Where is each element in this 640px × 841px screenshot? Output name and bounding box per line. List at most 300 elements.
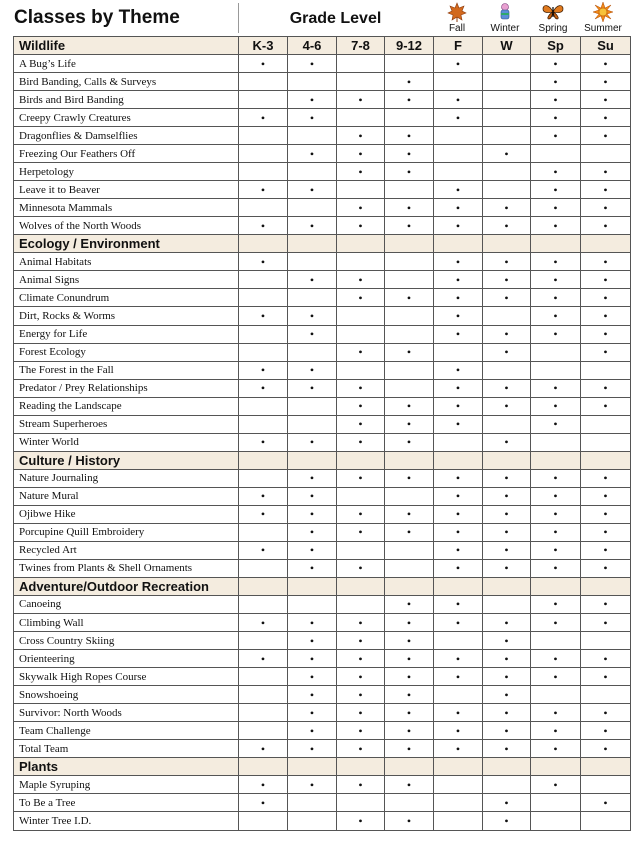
empty-cell: [239, 163, 288, 181]
class-name: Snowshoeing: [14, 686, 239, 704]
availability-dot: •: [288, 505, 337, 523]
table-row: [14, 361, 631, 379]
class-name: Birds and Bird Banding: [14, 91, 239, 109]
theme-row-cell: [434, 577, 483, 595]
availability-dot: •: [581, 595, 631, 613]
availability-dot: •: [531, 55, 581, 73]
availability-dot: •: [239, 55, 288, 73]
theme-row-cell: [483, 451, 531, 469]
availability-dot: •: [385, 722, 434, 740]
availability-dot: •: [581, 55, 631, 73]
empty-cell: [288, 73, 337, 91]
class-name: Herpetology: [14, 163, 239, 181]
empty-cell: [239, 559, 288, 577]
availability-dot: •: [385, 523, 434, 541]
availability-dot: •: [337, 523, 385, 541]
availability-dot: •: [531, 289, 581, 307]
availability-dot: •: [581, 397, 631, 415]
class-name: Twines from Plants & Shell Ornaments: [14, 559, 239, 577]
availability-dot: •: [385, 614, 434, 632]
availability-dot: •: [239, 433, 288, 451]
availability-dot: •: [581, 271, 631, 289]
availability-dot: •: [337, 704, 385, 722]
empty-cell: [385, 794, 434, 812]
season-label: Fall: [448, 23, 466, 34]
availability-dot: •: [385, 127, 434, 145]
table-row: [14, 109, 631, 127]
class-name: Nature Journaling: [14, 469, 239, 487]
class-name: Minnesota Mammals: [14, 199, 239, 217]
empty-cell: [337, 253, 385, 271]
availability-dot: •: [483, 289, 531, 307]
availability-dot: •: [434, 253, 483, 271]
theme-row-cell: [434, 451, 483, 469]
availability-dot: •: [434, 740, 483, 758]
availability-dot: •: [385, 145, 434, 163]
availability-dot: •: [385, 505, 434, 523]
table-row: [14, 541, 631, 559]
theme-row-cell: [483, 577, 531, 595]
availability-dot: •: [531, 253, 581, 271]
availability-dot: •: [434, 271, 483, 289]
table-row: [14, 217, 631, 235]
availability-dot: •: [337, 127, 385, 145]
availability-dot: •: [581, 253, 631, 271]
theme-row-cell: [581, 577, 631, 595]
theme-row-cell: [531, 577, 581, 595]
column-header: 4-6: [288, 37, 337, 55]
empty-cell: [239, 127, 288, 145]
availability-dot: •: [483, 217, 531, 235]
availability-dot: •: [239, 541, 288, 559]
empty-cell: [239, 199, 288, 217]
empty-cell: [434, 73, 483, 91]
availability-dot: •: [288, 181, 337, 199]
class-name: Dirt, Rocks & Worms: [14, 307, 239, 325]
fall-leaf-icon: [447, 2, 467, 22]
availability-dot: •: [531, 469, 581, 487]
availability-dot: •: [337, 163, 385, 181]
empty-cell: [239, 668, 288, 686]
table-row: [14, 415, 631, 433]
availability-dot: •: [531, 163, 581, 181]
availability-dot: •: [239, 740, 288, 758]
availability-dot: •: [288, 704, 337, 722]
class-name: Freezing Our Feathers Off: [14, 145, 239, 163]
table-row: [14, 704, 631, 722]
availability-dot: •: [531, 307, 581, 325]
empty-cell: [483, 361, 531, 379]
availability-dot: •: [239, 614, 288, 632]
empty-cell: [337, 181, 385, 199]
table-row: [14, 595, 631, 613]
availability-dot: •: [483, 145, 531, 163]
class-name: Orienteering: [14, 650, 239, 668]
availability-dot: •: [483, 433, 531, 451]
availability-dot: •: [581, 487, 631, 505]
availability-dot: •: [483, 487, 531, 505]
availability-dot: •: [239, 794, 288, 812]
availability-dot: •: [581, 704, 631, 722]
availability-dot: •: [531, 127, 581, 145]
empty-cell: [434, 794, 483, 812]
availability-dot: •: [483, 632, 531, 650]
availability-dot: •: [581, 505, 631, 523]
classes-table-body: [14, 37, 631, 831]
availability-dot: •: [483, 523, 531, 541]
availability-dot: •: [531, 614, 581, 632]
availability-dot: •: [434, 541, 483, 559]
theme-row: [14, 577, 631, 595]
availability-dot: •: [581, 740, 631, 758]
theme-row-cell: [288, 235, 337, 253]
empty-cell: [239, 325, 288, 343]
availability-dot: •: [531, 91, 581, 109]
availability-dot: •: [581, 379, 631, 397]
availability-dot: •: [434, 109, 483, 127]
availability-dot: •: [531, 668, 581, 686]
availability-dot: •: [531, 109, 581, 127]
table-row: [14, 469, 631, 487]
theme-row: [14, 37, 631, 55]
availability-dot: •: [434, 487, 483, 505]
empty-cell: [483, 163, 531, 181]
theme-row-cell: [288, 577, 337, 595]
empty-cell: [337, 307, 385, 325]
availability-dot: •: [288, 109, 337, 127]
availability-dot: •: [581, 722, 631, 740]
empty-cell: [385, 487, 434, 505]
class-name: Winter Tree I.D.: [14, 812, 239, 831]
empty-cell: [239, 343, 288, 361]
empty-cell: [385, 559, 434, 577]
availability-dot: •: [531, 325, 581, 343]
availability-dot: •: [288, 541, 337, 559]
availability-dot: •: [288, 668, 337, 686]
availability-dot: •: [337, 650, 385, 668]
table-row: [14, 632, 631, 650]
column-header: K-3: [239, 37, 288, 55]
season-summer: [579, 2, 627, 34]
theme-row-cell: [483, 235, 531, 253]
availability-dot: •: [483, 199, 531, 217]
empty-cell: [239, 523, 288, 541]
table-row: [14, 343, 631, 361]
availability-dot: •: [531, 559, 581, 577]
availability-dot: •: [434, 595, 483, 613]
availability-dot: •: [385, 163, 434, 181]
table-row: [14, 91, 631, 109]
availability-dot: •: [581, 199, 631, 217]
availability-dot: •: [483, 505, 531, 523]
theme-row-cell: [337, 577, 385, 595]
empty-cell: [288, 415, 337, 433]
theme-row-cell: [288, 451, 337, 469]
empty-cell: [434, 163, 483, 181]
empty-cell: [239, 91, 288, 109]
availability-dot: •: [483, 704, 531, 722]
table-row: [14, 740, 631, 758]
spring-butterfly-icon: [541, 2, 565, 22]
theme-heading: Culture / History: [14, 451, 239, 469]
availability-dot: •: [337, 415, 385, 433]
availability-dot: •: [531, 199, 581, 217]
availability-dot: •: [288, 271, 337, 289]
column-header: 7-8: [337, 37, 385, 55]
availability-dot: •: [434, 704, 483, 722]
empty-cell: [581, 361, 631, 379]
availability-dot: •: [434, 650, 483, 668]
availability-dot: •: [337, 686, 385, 704]
availability-dot: •: [239, 253, 288, 271]
empty-cell: [531, 361, 581, 379]
availability-dot: •: [239, 650, 288, 668]
empty-cell: [385, 325, 434, 343]
availability-dot: •: [288, 740, 337, 758]
availability-dot: •: [531, 397, 581, 415]
availability-dot: •: [581, 163, 631, 181]
availability-dot: •: [337, 505, 385, 523]
table-row: [14, 271, 631, 289]
table-row: [14, 722, 631, 740]
table-row: [14, 686, 631, 704]
availability-dot: •: [385, 199, 434, 217]
availability-dot: •: [434, 91, 483, 109]
empty-cell: [483, 307, 531, 325]
table-row: [14, 487, 631, 505]
table-row: [14, 145, 631, 163]
availability-dot: •: [337, 91, 385, 109]
availability-dot: •: [288, 379, 337, 397]
empty-cell: [239, 595, 288, 613]
empty-cell: [434, 343, 483, 361]
availability-dot: •: [434, 614, 483, 632]
availability-dot: •: [531, 271, 581, 289]
availability-dot: •: [483, 614, 531, 632]
class-name: Dragonflies & Damselflies: [14, 127, 239, 145]
empty-cell: [239, 73, 288, 91]
availability-dot: •: [337, 379, 385, 397]
summer-sun-icon: [593, 2, 613, 22]
availability-dot: •: [288, 433, 337, 451]
availability-dot: •: [483, 379, 531, 397]
empty-cell: [239, 632, 288, 650]
theme-heading: Wildlife: [14, 37, 239, 55]
availability-dot: •: [337, 397, 385, 415]
availability-dot: •: [337, 217, 385, 235]
empty-cell: [337, 361, 385, 379]
availability-dot: •: [385, 704, 434, 722]
empty-cell: [483, 776, 531, 794]
availability-dot: •: [483, 650, 531, 668]
empty-cell: [385, 541, 434, 559]
availability-dot: •: [434, 217, 483, 235]
availability-dot: •: [288, 722, 337, 740]
class-name: Climate Conundrum: [14, 289, 239, 307]
class-name: Forest Ecology: [14, 343, 239, 361]
availability-dot: •: [434, 559, 483, 577]
theme-row-cell: [239, 577, 288, 595]
class-name: Survivor: North Woods: [14, 704, 239, 722]
empty-cell: [239, 397, 288, 415]
empty-cell: [337, 487, 385, 505]
empty-cell: [288, 397, 337, 415]
availability-dot: •: [483, 668, 531, 686]
empty-cell: [434, 776, 483, 794]
availability-dot: •: [531, 776, 581, 794]
availability-dot: •: [337, 740, 385, 758]
availability-dot: •: [581, 343, 631, 361]
empty-cell: [288, 343, 337, 361]
class-name: Animal Habitats: [14, 253, 239, 271]
season-label: Spring: [538, 23, 568, 34]
empty-cell: [483, 181, 531, 199]
availability-dot: •: [239, 181, 288, 199]
availability-dot: •: [581, 614, 631, 632]
empty-cell: [288, 253, 337, 271]
availability-dot: •: [288, 217, 337, 235]
class-name: Ojibwe Hike: [14, 505, 239, 523]
availability-dot: •: [483, 541, 531, 559]
availability-dot: •: [288, 632, 337, 650]
availability-dot: •: [531, 379, 581, 397]
table-row: [14, 325, 631, 343]
theme-row-cell: [434, 235, 483, 253]
availability-dot: •: [239, 109, 288, 127]
availability-dot: •: [531, 722, 581, 740]
empty-cell: [483, 415, 531, 433]
availability-dot: •: [483, 253, 531, 271]
table-row: [14, 650, 631, 668]
availability-dot: •: [531, 650, 581, 668]
empty-cell: [434, 632, 483, 650]
theme-row: [14, 451, 631, 469]
empty-cell: [239, 289, 288, 307]
theme-row-cell: [581, 235, 631, 253]
empty-cell: [531, 632, 581, 650]
table-row: [14, 163, 631, 181]
empty-cell: [531, 794, 581, 812]
empty-cell: [337, 55, 385, 73]
availability-dot: •: [434, 181, 483, 199]
empty-cell: [385, 361, 434, 379]
winter-icon: [495, 2, 515, 22]
theme-row-cell: [385, 577, 434, 595]
empty-cell: [337, 794, 385, 812]
table-row: [14, 181, 631, 199]
availability-dot: •: [434, 505, 483, 523]
class-name: To Be a Tree: [14, 794, 239, 812]
theme-heading: Plants: [14, 758, 239, 776]
theme-row-cell: [337, 235, 385, 253]
availability-dot: •: [385, 650, 434, 668]
column-header: W: [483, 37, 531, 55]
availability-dot: •: [581, 650, 631, 668]
theme-row-cell: [531, 451, 581, 469]
availability-dot: •: [385, 289, 434, 307]
class-name: Reading the Landscape: [14, 397, 239, 415]
availability-dot: •: [385, 469, 434, 487]
column-header: Sp: [531, 37, 581, 55]
availability-dot: •: [434, 722, 483, 740]
table-row: [14, 199, 631, 217]
availability-dot: •: [581, 541, 631, 559]
empty-cell: [483, 595, 531, 613]
column-header: F: [434, 37, 483, 55]
empty-cell: [239, 271, 288, 289]
availability-dot: •: [337, 614, 385, 632]
empty-cell: [288, 127, 337, 145]
empty-cell: [531, 686, 581, 704]
availability-dot: •: [288, 307, 337, 325]
empty-cell: [483, 109, 531, 127]
empty-cell: [385, 307, 434, 325]
class-name: Energy for Life: [14, 325, 239, 343]
empty-cell: [581, 433, 631, 451]
availability-dot: •: [483, 397, 531, 415]
empty-cell: [385, 271, 434, 289]
availability-dot: •: [434, 469, 483, 487]
availability-dot: •: [581, 91, 631, 109]
empty-cell: [385, 379, 434, 397]
table-row: [14, 55, 631, 73]
empty-cell: [385, 109, 434, 127]
theme-row-cell: [385, 758, 434, 776]
availability-dot: •: [337, 559, 385, 577]
table-row: [14, 379, 631, 397]
empty-cell: [531, 145, 581, 163]
class-name: Total Team: [14, 740, 239, 758]
availability-dot: •: [288, 650, 337, 668]
empty-cell: [337, 541, 385, 559]
availability-dot: •: [483, 794, 531, 812]
availability-dot: •: [531, 487, 581, 505]
table-row: [14, 812, 631, 831]
availability-dot: •: [337, 289, 385, 307]
class-name: Canoeing: [14, 595, 239, 613]
empty-cell: [337, 325, 385, 343]
theme-row: [14, 758, 631, 776]
availability-dot: •: [385, 343, 434, 361]
class-name: Maple Syruping: [14, 776, 239, 794]
class-name: Winter World: [14, 433, 239, 451]
availability-dot: •: [385, 632, 434, 650]
empty-cell: [581, 632, 631, 650]
table-row: [14, 289, 631, 307]
availability-dot: •: [385, 740, 434, 758]
table-row: [14, 794, 631, 812]
theme-row-cell: [337, 451, 385, 469]
availability-dot: •: [288, 55, 337, 73]
availability-dot: •: [288, 469, 337, 487]
theme-row-cell: [239, 451, 288, 469]
availability-dot: •: [483, 343, 531, 361]
availability-dot: •: [337, 433, 385, 451]
theme-heading: Adventure/Outdoor Recreation: [14, 577, 239, 595]
empty-cell: [483, 55, 531, 73]
availability-dot: •: [531, 541, 581, 559]
table-row: [14, 307, 631, 325]
availability-dot: •: [239, 307, 288, 325]
availability-dot: •: [581, 307, 631, 325]
empty-cell: [434, 686, 483, 704]
empty-cell: [483, 127, 531, 145]
availability-dot: •: [483, 740, 531, 758]
theme-row-cell: [581, 758, 631, 776]
empty-cell: [288, 595, 337, 613]
availability-dot: •: [385, 91, 434, 109]
availability-dot: •: [581, 73, 631, 91]
